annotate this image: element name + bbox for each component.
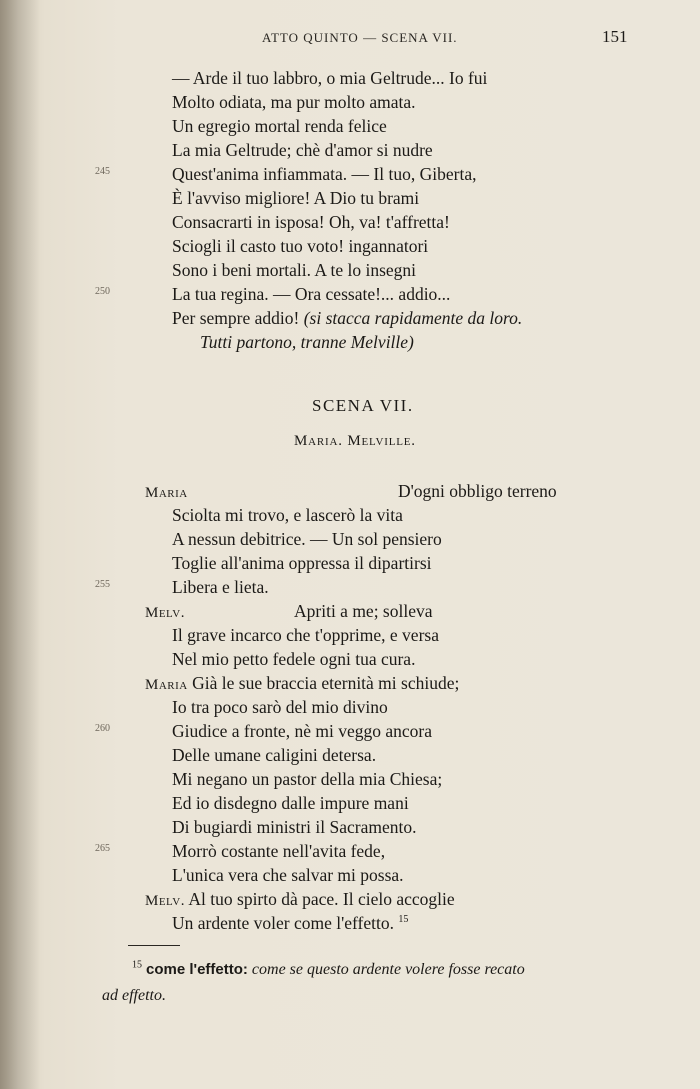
page-number: 151 [602,27,628,46]
line-number: 250 [95,286,110,297]
verse-line: Un egregio mortal renda felice [172,116,387,136]
verse-text: Un ardente voler come l'effetto. [172,913,394,933]
verse-line: A nessun debitrice. — Un sol pensiero [172,529,442,549]
verse-line: Il grave incarco che t'opprime, e versa [172,625,439,645]
line-number: 260 [95,723,110,734]
line-number: 245 [95,166,110,177]
verse-line: Molto odiata, ma pur molto amata. [172,92,416,112]
verse-line: — Arde il tuo labbro, o mia Geltrude... Io fui [172,68,488,88]
verse-line: Di bugiardi ministri il Sacramento. [172,817,417,837]
line-number: 265 [95,843,110,854]
verse-line [172,911,408,935]
footnote-colon: : [242,961,248,978]
verse-line [145,671,459,697]
speaker-maria: Maria [145,677,188,693]
verse-line: Giudice a fronte, nè mi veggo ancora [172,721,432,741]
verse-line: Io tra poco sarò del mio divino [172,697,388,717]
footnote-text: come se questo ardente volere fosse recato [251,961,525,978]
verse-line: Nel mio petto fedele ogni tua cura. [172,649,416,669]
scene-title: SCENA VII. [312,396,414,415]
verse-line: Apriti a me; solleva [294,601,433,621]
verse-text: Già le sue braccia eternità mi schiude; [192,673,460,693]
speaker-melville: Melv. [145,605,185,621]
speaker-melville: Melv. [145,893,185,909]
verse-line: Delle umane caligini detersa. [172,745,377,765]
verse-line: Consacrarti in isposa! Oh, va! t'affretta! [172,212,450,232]
verse-line: La mia Geltrude; chè d'amor si nudre [172,140,433,160]
gutter-shadow [0,0,40,1089]
footnote-term: come l'effetto [146,961,243,978]
verse-line: L'unica vera che salvar mi possa. [172,865,404,885]
scene-persons: Maria. Melville. [294,433,416,449]
stage-direction: (si stacca rapidamente da loro. [303,308,523,328]
footnote-rule [128,945,180,946]
verse-line: Ed io disdegno dalle impure mani [172,793,409,813]
verse-line: Sono i beni mortali. A te lo insegni [172,260,417,280]
footnote-reference: 15 [398,914,409,926]
verse-text: Al tuo spirto dà pace. Il cielo accoglie [188,889,455,909]
verse-line [145,887,455,913]
footnote-text-continued: ad effetto. [102,987,166,1004]
line-number: 255 [95,579,110,590]
verse-line: Sciolta mi trovo, e lascerò la vita [172,505,403,525]
verse-line [172,306,522,330]
stage-direction: Tutti partono, tranne Melville) [200,332,414,352]
speaker-maria: Maria [145,485,188,501]
verse-text: Per sempre addio! [172,308,300,328]
verse-line: Sciogli il casto tuo voto! ingannatori [172,236,429,256]
footnote [132,957,525,983]
verse-line: La tua regina. — Ora cessate!... addio... [172,284,451,304]
verse-line: Toglie all'anima oppressa il dipartirsi [172,553,432,573]
verse-line: D'ogni obbligo terreno [398,481,557,501]
running-title: ATTO QUINTO — SCENA VII. [262,30,458,45]
verse-line: È l'avviso migliore! A Dio tu brami [172,188,420,208]
footnote-number: 15 [132,959,142,971]
verse-line: Morrò costante nell'avita fede, [172,841,386,861]
verse-line: Libera e lieta. [172,577,269,597]
verse-line: Quest'anima infiammata. — Il tuo, Giberta, [172,164,477,184]
verse-line: Mi negano un pastor della mia Chiesa; [172,769,443,789]
